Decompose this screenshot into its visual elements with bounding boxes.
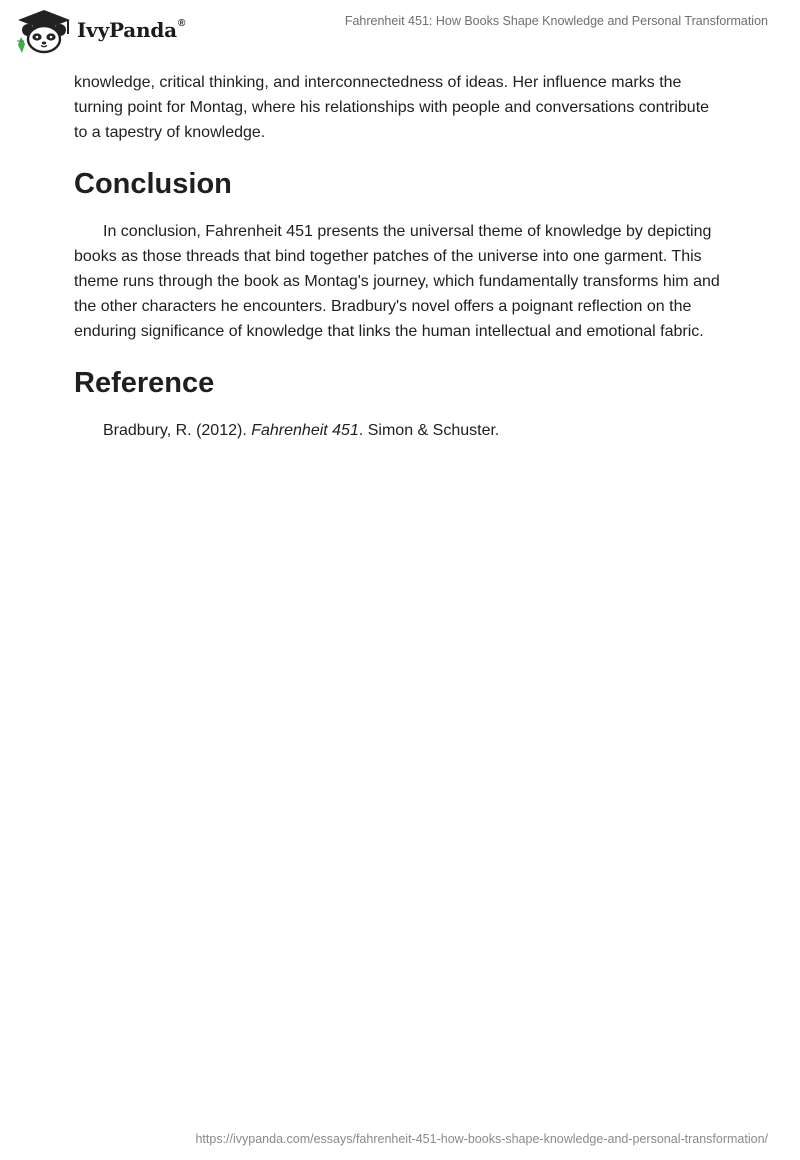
reference-author-year: Bradbury, R. (2012).	[103, 421, 252, 439]
conclusion-paragraph: In conclusion, Fahrenheit 451 presents the universal theme of knowledge by depicting books as those threads that bind together patches of the universe into one garment. This theme runs through the book as Montag's journey, which fundamentally transforms him and the other characters he encounters. Bradbury's novel offers a poignant reflection on the enduring significance of knowledge that links the human intellectual and emotional fabric.	[74, 222, 720, 341]
logo-text: IvyPanda®	[77, 18, 186, 42]
source-url[interactable]: https://ivypanda.com/essays/fahrenheit-451-how-books-shape-knowledge-and-personal-transformation/	[195, 1132, 768, 1146]
paragraph-continued: knowledge, critical thinking, and interconnectedness of ideas. Her influence marks the turning point for Montag, where his relationships with people and conversations contribute to a tapestry of knowledge.	[74, 74, 710, 142]
reference-heading: Reference	[74, 366, 215, 399]
document-title: Fahrenheit 451: How Books Shape Knowledge and Personal Transformation	[344, 14, 768, 28]
essay-content	[74, 70, 724, 443]
panda-graduation-cap-icon	[14, 8, 74, 54]
page-header	[0, 0, 800, 70]
reference-entry	[74, 418, 724, 443]
registered-mark: ®	[177, 18, 186, 30]
ivypanda-logo[interactable]	[14, 8, 204, 54]
conclusion-heading: Conclusion	[74, 167, 232, 200]
reference-publisher: . Simon & Schuster.	[358, 421, 500, 439]
reference-book-title: Fahrenheit 451	[251, 421, 359, 439]
